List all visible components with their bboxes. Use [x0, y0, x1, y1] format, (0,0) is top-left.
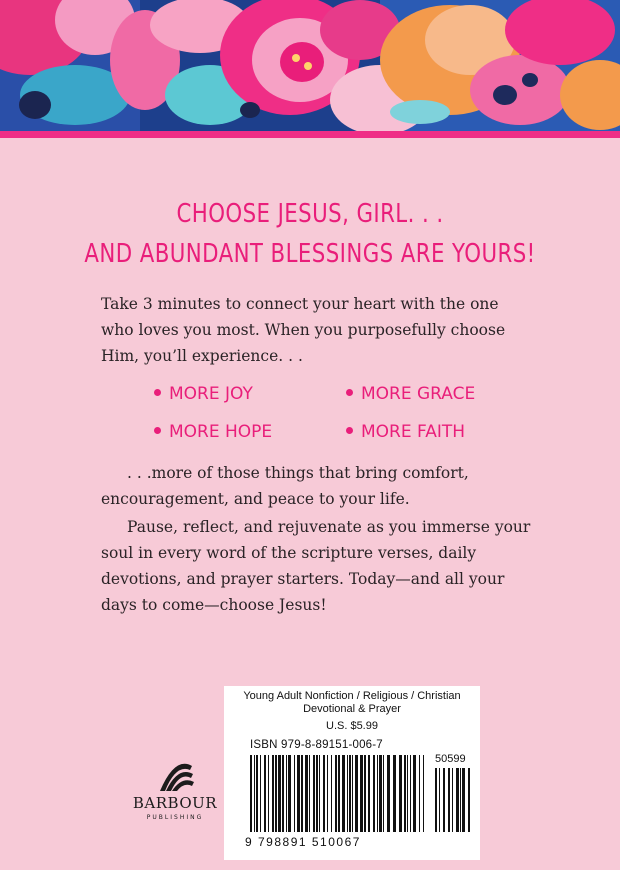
barcode-digits: 9 798891 510067 [245, 835, 361, 849]
pink-band [0, 131, 620, 138]
barcode-bars [224, 686, 480, 836]
benefit-item: MORE JOY [154, 384, 253, 404]
barcode-price: U.S. $5.99 [326, 720, 378, 732]
benefits-list [154, 380, 494, 460]
benefit-item: MORE FAITH [346, 422, 465, 442]
publisher-logo [130, 756, 220, 846]
barcode-isbn: ISBN 979-8-89151-006-7 [250, 739, 383, 751]
barcode-box [224, 686, 480, 860]
benefit-item: MORE GRACE [346, 384, 475, 404]
publisher-name: BARBOUR [132, 794, 218, 812]
barcode-category: Young Adult Nonfiction / Religious / Christian Devotional & Prayer [243, 690, 461, 715]
headline [56, 194, 564, 274]
publisher-subtitle: PUBLISHING [146, 814, 204, 821]
bullet-dot-icon [346, 427, 353, 434]
closing-paragraph-1: . . .more of those things that bring comfort, encouragement, and peace to your life. [101, 464, 469, 508]
benefit-item: MORE HOPE [154, 422, 272, 442]
bullet-dot-icon [346, 389, 353, 396]
book-icon [130, 756, 220, 796]
bullet-dot-icon [154, 427, 161, 434]
headline-line-1: CHOOSE JESUS, GIRL. . . [176, 199, 444, 229]
bullet-dot-icon [154, 389, 161, 396]
headline-line-2: AND ABUNDANT BLESSINGS ARE YOURS! [84, 239, 536, 269]
intro-paragraph: Take 3 minutes to connect your heart with the one who loves you most. When you purposefully choose Him, you’ll experience. . . [101, 295, 506, 365]
barcode-addon-number: 50599 [435, 753, 466, 765]
floral-header-art [0, 0, 620, 131]
closing-paragraph-2: Pause, reflect, and rejuvenate as you immerse your soul in every word of the scripture verses, daily devotions, and prayer starters. Today—and all your days to come—choose Jesus! [101, 518, 531, 614]
